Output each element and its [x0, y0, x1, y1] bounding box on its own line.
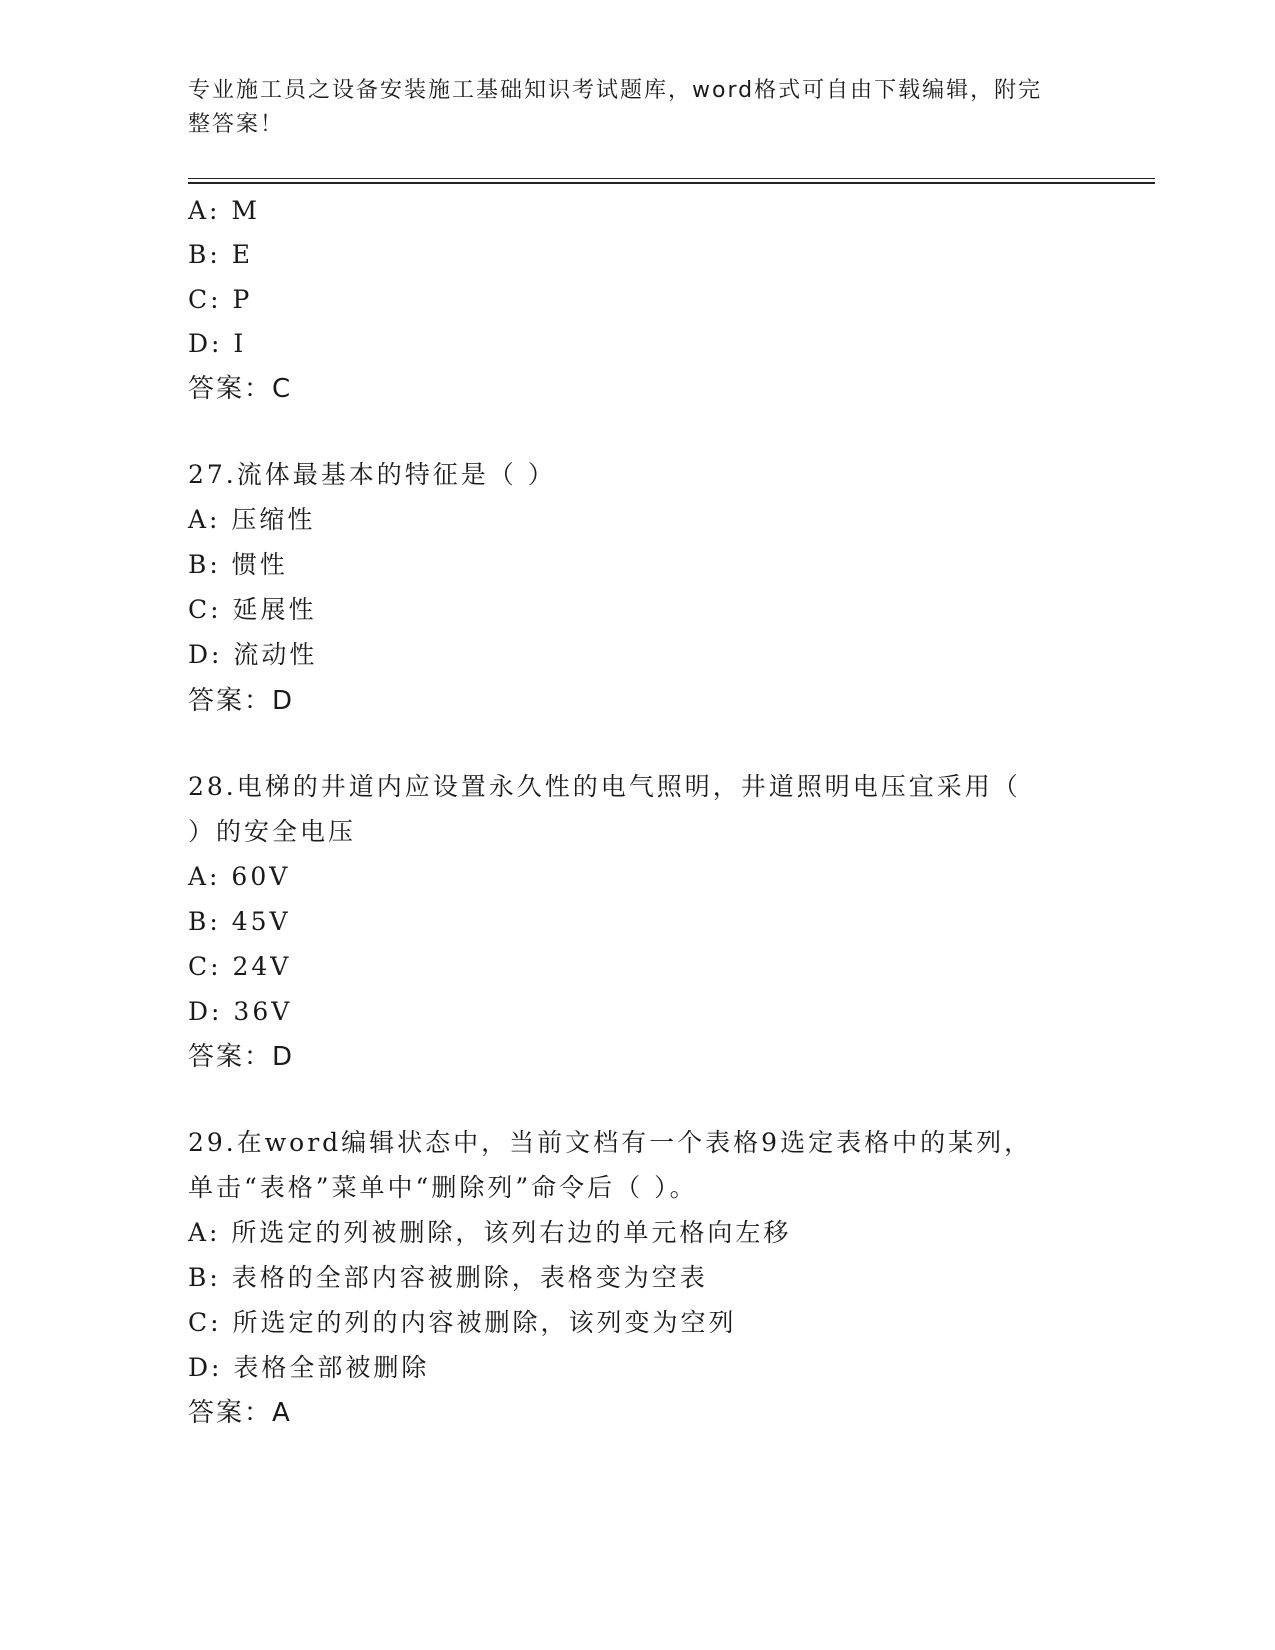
option-d: D: I [188, 329, 247, 358]
question-27-text: 27.流体最基本的特征是（ ） [188, 460, 556, 489]
answer-label: 答案：C [188, 374, 293, 404]
option-d: D: 表格全部被删除 [188, 1353, 430, 1382]
option-c: C: 延展性 [188, 595, 317, 624]
option-b: B: 45V [188, 907, 291, 936]
header-text-line-2: 整答案！ [188, 112, 285, 137]
option-b: B: 表格的全部内容被删除，表格变为空表 [188, 1263, 708, 1292]
option-c: C: P [188, 285, 253, 314]
question-29-text-line-1: 29.在word编辑状态中，当前文档有一个表格9选定表格中的某列， [188, 1128, 1033, 1157]
option-a: A: 压缩性 [188, 505, 316, 534]
header-divider-thick [188, 182, 1155, 184]
option-d: D: 36V [188, 997, 293, 1026]
answer-label: 答案：D [188, 686, 295, 716]
option-a: A: 所选定的列被删除，该列右边的单元格向左移 [188, 1218, 792, 1247]
option-c: C: 24V [188, 952, 292, 981]
option-a: A: 60V [188, 862, 291, 891]
option-c: C: 所选定的列的内容被删除，该列变为空列 [188, 1308, 737, 1337]
option-a: A: M [188, 196, 261, 225]
document-header [188, 74, 1078, 142]
option-b: B: 惯性 [188, 550, 288, 579]
question-28-text-line-1: 28.电梯的井道内应设置永久性的电气照明，井道照明电压宜采用（ [188, 772, 1021, 801]
answer-label: 答案：A [188, 1398, 292, 1428]
option-d: D: 流动性 [188, 640, 318, 669]
answer-label: 答案：D [188, 1042, 295, 1072]
question-29-text-line-2: 单击“表格”菜单中“删除列”命令后（ ）。 [188, 1173, 698, 1202]
question-28-text-line-2: ）的安全电压 [188, 817, 357, 846]
header-text-line-1: 专业施工员之设备安装施工基础知识考试题库，word格式可自由下载编辑，附完 [188, 78, 1043, 103]
option-b: B: E [188, 240, 253, 269]
header-divider-thin [188, 178, 1155, 179]
